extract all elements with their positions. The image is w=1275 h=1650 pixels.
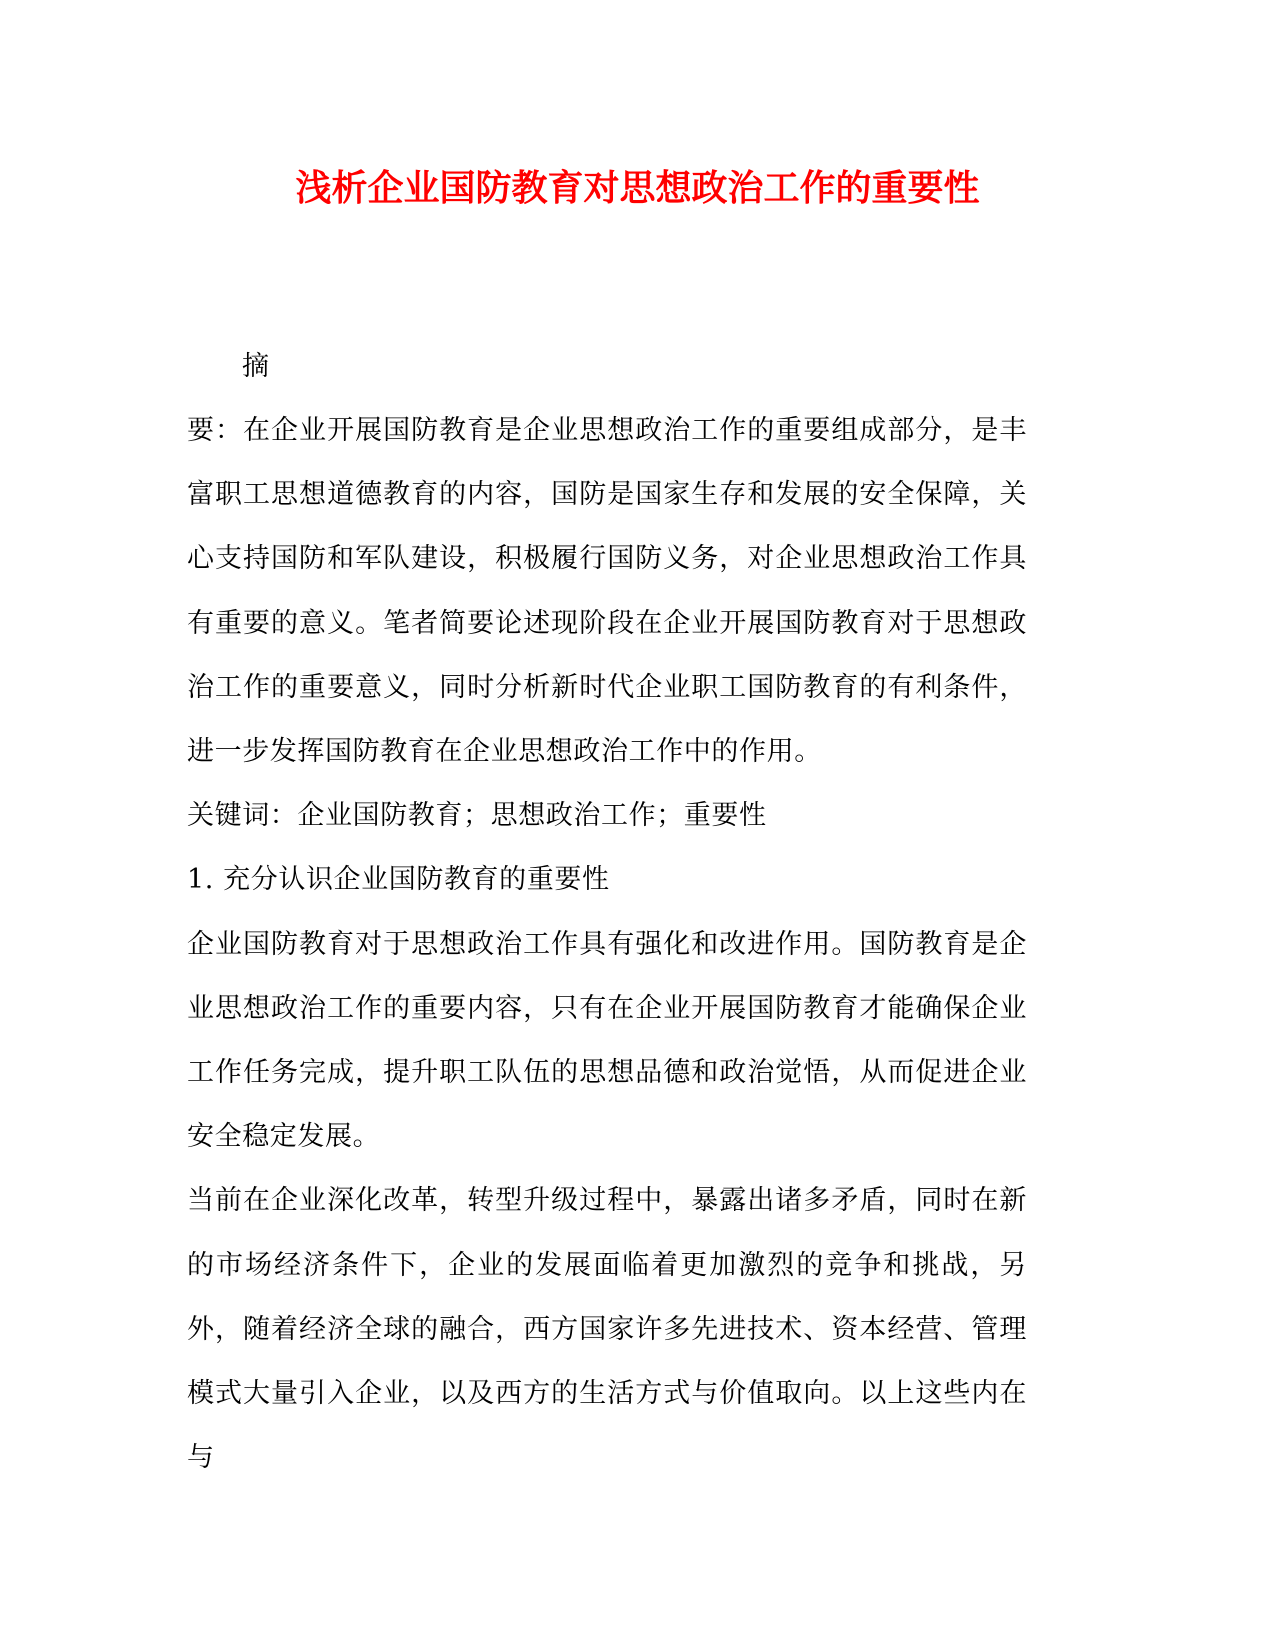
body-paragraph: 当前在企业深化改革，转型升级过程中，暴露出诸多矛盾，同时在新的市场经济条件下，企业的发展面临着更加激烈的竞争和挑战，另外，随着经济全球的融合，西方国家许多先进技术、资本经营、管理模式大量引入企业，以及西方的生活方式与价值取向。以上这些内在与 (187, 1185, 1027, 1474)
abstract-heading: 摘 (242, 351, 269, 382)
section-heading: 1. 充分认识企业国防教育的重要性 (187, 864, 610, 896)
document-title: 浅析企业国防教育对思想政治工作的重要性 (295, 167, 980, 209)
abstract-paragraph: 要：在企业开展国防教育是企业思想政治工作的重要组成部分，是丰富职工思想道德教育的内容，国防是国家生存和发展的安全保障，关心支持国防和军队建设，积极履行国防义务，对企业思想政治工作具有重要的意义。笔者简要论述现阶段在企业开展国防教育对于思想政治工作的重要意义，同时分析新时代企业职工国防教育的有利条件，进一步发挥国防教育在企业思想政治工作中的作用。 (187, 415, 1027, 768)
keywords-line: 关键词：企业国防教育；思想政治工作；重要性 (187, 800, 767, 832)
body-paragraph: 企业国防教育对于思想政治工作具有强化和改进作用。国防教育是企业思想政治工作的重要内容，只有在企业开展国防教育才能确保企业工作任务完成，提升职工队伍的思想品德和政治觉悟，从而促进企业安全稳定发展。 (187, 928, 1027, 1153)
document-body (187, 335, 1027, 1490)
